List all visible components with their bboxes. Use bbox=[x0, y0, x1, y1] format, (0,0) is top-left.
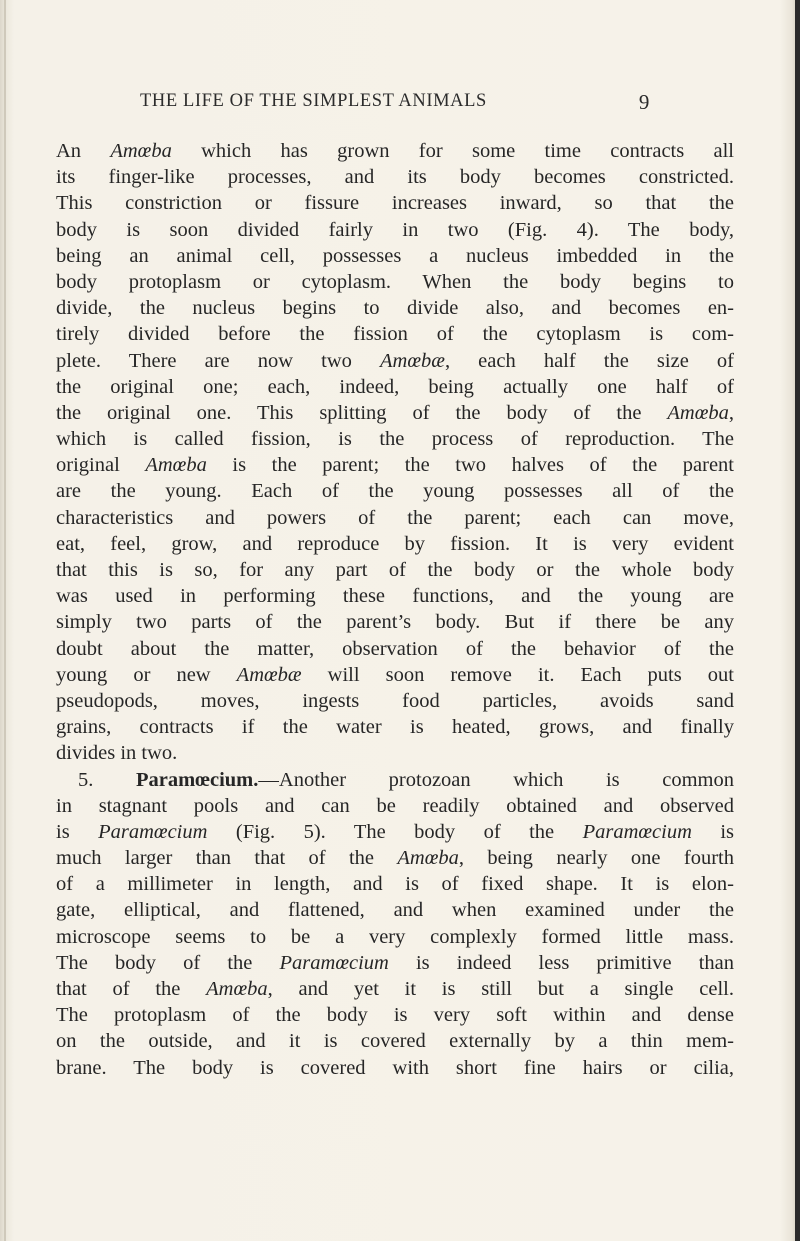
section-heading: Paramœcium. bbox=[135, 768, 259, 791]
text-run: —Another protozoan which is common bbox=[258, 768, 734, 791]
italic-term: Amœba bbox=[206, 978, 268, 1000]
text-line bbox=[56, 295, 734, 321]
italic-term: Amœba bbox=[145, 454, 207, 477]
page-number: 9 bbox=[638, 90, 650, 114]
running-head: THE LIFE OF THE SIMPLEST ANIMALS bbox=[140, 91, 487, 111]
text-line bbox=[56, 426, 734, 452]
text-line bbox=[56, 1028, 734, 1054]
text-line bbox=[56, 688, 734, 714]
page-gutter-shadow bbox=[4, 0, 6, 1241]
text-run: in stagnant pools and can be readily obtained and observed bbox=[56, 794, 734, 817]
text-line bbox=[56, 374, 734, 400]
text-run: is indeed less primitive than bbox=[388, 951, 735, 974]
text-run: brane. The body is covered with short fine hairs or cilia, bbox=[56, 1056, 734, 1079]
text-run: tirely divided before the fission of the cytoplasm is com- bbox=[56, 323, 734, 346]
text-run: doubt about the matter, observation of the behavior of the bbox=[56, 637, 734, 660]
text-run: (Fig. 5). The body of the bbox=[207, 820, 583, 843]
text-run: which is called fission, is the process of reproduction. The bbox=[56, 428, 734, 451]
text-run: The body of the bbox=[56, 951, 280, 974]
italic-term: Paramœcium bbox=[582, 820, 692, 843]
text-run: are the young. Each of the young possesses all of the bbox=[56, 480, 734, 503]
text-run: is the parent; the two halves of the parent bbox=[206, 454, 735, 477]
text-line bbox=[56, 348, 734, 374]
text-line bbox=[56, 1002, 734, 1028]
italic-term: Paramœcium bbox=[98, 820, 208, 843]
italic-term: Amœbæ bbox=[380, 349, 445, 372]
text-line bbox=[56, 636, 734, 662]
text-line bbox=[56, 531, 734, 557]
text-run: is bbox=[56, 820, 99, 843]
text-run: An bbox=[56, 140, 111, 162]
italic-term: Paramœcium bbox=[279, 951, 389, 974]
text-line bbox=[56, 217, 734, 243]
text-line bbox=[56, 269, 734, 295]
text-line bbox=[56, 190, 734, 216]
text-run: gate, elliptical, and flattened, and when examined under the bbox=[56, 899, 734, 922]
text-run: , and yet it is still but a single cell. bbox=[267, 978, 734, 1000]
italic-term: Amœba bbox=[110, 140, 172, 162]
text-run: the original one. This splitting of the body of the bbox=[56, 401, 668, 424]
text-run: plete. There are now two bbox=[56, 349, 380, 372]
text-run: of a millimeter in length, and is of fixed shape. It is elon- bbox=[56, 873, 734, 896]
text-run: its finger-like processes, and its body becomes constricted. bbox=[56, 166, 734, 189]
text-run: is bbox=[691, 820, 734, 843]
text-run: being an animal cell, possesses a nucleus imbedded in the bbox=[56, 244, 734, 267]
text-line bbox=[56, 557, 734, 583]
text-line bbox=[56, 505, 734, 531]
text-line bbox=[56, 950, 734, 976]
text-run: on the outside, and it is covered externally by a thin mem- bbox=[56, 1030, 734, 1053]
text-line bbox=[56, 845, 734, 871]
text-run: was used in performing these functions, and the young are bbox=[56, 585, 734, 608]
body-text bbox=[56, 138, 734, 1081]
text-run: , bbox=[728, 401, 734, 424]
text-run: divide, the nucleus begins to divide also, and becomes en- bbox=[56, 297, 734, 320]
text-line bbox=[56, 583, 734, 609]
text-line bbox=[56, 740, 734, 766]
text-run: , being nearly one fourth bbox=[458, 847, 734, 870]
text-line bbox=[56, 897, 734, 923]
text-run: that this is so, for any part of the body or the whole body bbox=[56, 559, 734, 581]
text-line bbox=[56, 321, 734, 347]
text-line bbox=[56, 609, 734, 635]
text-run: young or new bbox=[56, 663, 237, 686]
page-edge bbox=[795, 0, 800, 1241]
text-line bbox=[56, 924, 734, 950]
text-run: This constriction or fissure increases inward, so that the bbox=[56, 192, 734, 215]
text-line bbox=[56, 1055, 734, 1081]
text-run: divides in two. bbox=[56, 742, 178, 765]
text-run: much larger than that of the bbox=[56, 847, 398, 870]
text-run: The protoplasm of the body is very soft within and dense bbox=[56, 1004, 734, 1027]
text-line bbox=[56, 793, 734, 819]
text-line bbox=[56, 243, 734, 269]
text-line bbox=[56, 164, 734, 190]
text-line bbox=[56, 478, 734, 504]
text-line bbox=[56, 714, 734, 740]
text-line bbox=[56, 767, 734, 793]
text-run: the original one; each, indeed, being actually one half of bbox=[56, 375, 734, 398]
italic-term: Amœbæ bbox=[236, 663, 302, 686]
text-run: , each half the size of bbox=[444, 349, 734, 372]
text-line bbox=[56, 400, 734, 426]
page-header bbox=[140, 91, 650, 119]
text-run: original bbox=[56, 454, 146, 477]
text-run: body is soon divided fairly in two (Fig. 4). The body, bbox=[56, 218, 734, 241]
text-line bbox=[56, 976, 734, 1002]
text-run: that of the bbox=[56, 978, 207, 1000]
text-run: pseudopods, moves, ingests food particles, avoids sand bbox=[56, 689, 734, 712]
text-run: simply two parts of the parent’s body. But if there be any bbox=[56, 611, 734, 634]
text-line bbox=[56, 662, 734, 688]
italic-term: Amœba bbox=[397, 847, 459, 870]
text-run: grains, contracts if the water is heated, grows, and finally bbox=[56, 716, 734, 739]
text-run: microscope seems to be a very complexly formed little mass. bbox=[56, 925, 734, 948]
italic-term: Amœba bbox=[667, 401, 729, 424]
text-run: body protoplasm or cytoplasm. When the body begins to bbox=[56, 270, 734, 293]
text-run: 5. bbox=[78, 768, 136, 791]
text-run: which has grown for some time contracts all bbox=[171, 140, 734, 162]
text-line bbox=[56, 452, 734, 478]
text-line bbox=[56, 819, 734, 845]
text-run: characteristics and powers of the parent; each can move, bbox=[56, 506, 734, 529]
text-run: will soon remove it. Each puts out bbox=[301, 663, 734, 686]
text-run: eat, feel, grow, and reproduce by fission. It is very evident bbox=[56, 532, 734, 555]
text-line bbox=[56, 871, 734, 897]
text-line bbox=[56, 138, 734, 164]
